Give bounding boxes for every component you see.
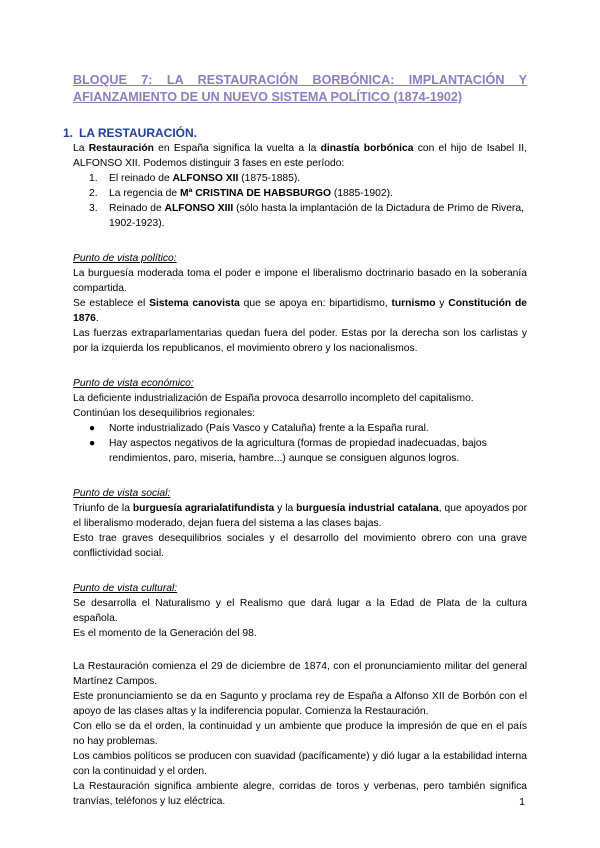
subheading-economico: Punto de vista económico: [73,378,194,389]
paragraph: Continúan los desequilibrios regionales: [73,408,256,419]
list-item: ● Hay aspectos negativos de la agricultura (formas de propiedad inadecuadas, bajos rendimientos, paro, miseria, hambre...) aunque se consiguen algunos logros. [89,438,487,464]
bullet-icon: ● [89,423,96,434]
paragraph: Esto trae graves desequilibrios sociales y el desarrollo del movimiento obrero con una grave conflictividad social. [73,533,527,559]
paragraph: Los cambios políticos se producen con suavidad (pacíficamente) y dió lugar a la estabilidad interna con la continuidad y el orden. [73,751,527,777]
list-item: 1. El reinado de ALFONSO XII (1875-1885). [89,173,301,184]
phases-list [73,171,527,231]
document-title: BLOQUE 7: LA RESTAURACIÓN BORBÓNICA: IMPLANTACIÓN Y AFIANZAMIENTO DE UN NUEVO SISTEMA POLÍTICO (1874-1902) [73,73,527,104]
paragraph: Se establece el Sistema canovista que se apoya en: bipartidismo, turnismo y Constitución de 1876. [73,298,527,324]
document-page [63,72,528,809]
paragraph: La burguesía moderada toma el poder e impone el liberalismo doctrinario basado en la soberanía compartida. [73,268,527,294]
paragraph: Se desarrolla el Naturalismo y el Realismo que dará lugar a la Edad de Plata de la cultura española. [73,598,527,624]
paragraph: La Restauración comienza el 29 de diciembre de 1874, con el pronunciamiento militar del general Martínez Campos. [73,661,527,687]
paragraph: La Restauración significa ambiente alegre, corridas de toros y verbenas, pero también significa tranvías, teléfonos y luz eléctrica. [73,781,527,807]
paragraph: La deficiente industrialización de España provoca desarrollo incompleto del capitalismo. [73,393,474,404]
list-item: 2. La regencia de Mª CRISTINA DE HABSBURGO (1885-1902). [89,188,393,199]
bullet-icon: ● [89,438,96,449]
intro-paragraph: La Restauración en España significa la vuelta a la dinastía borbónica con el hijo de Isabel II, ALFONSO XII. Podemos distinguir 3 fases en este período: [73,143,527,169]
paragraph: Es el momento de la Generación del 98. [73,628,257,639]
section-number: 1. [63,126,74,140]
list-item: ● Norte industrializado (País Vasco y Cataluña) frente a la España rural. [89,423,429,434]
subheading-cultural: Punto de vista cultural: [73,583,178,594]
section-label: LA RESTAURACIÓN. [79,126,197,140]
subheading-social: Punto de vista social: [73,488,171,499]
paragraph: Las fuerzas extraparlamentarias quedan fuera del poder. Estas por la derecha son los carlistas y por la izquierda los republicanos, el movimiento obrero y los nacionalismos. [73,328,527,354]
subheading-politico: Punto de vista político: [73,253,177,264]
paragraph: Este pronunciamiento se da en Sagunto y proclama rey de España a Alfonso XII de Borbón con el apoyo de las clases altas y la indiferencia popular. Comienza la Restauración. [73,691,527,717]
paragraph: Con ello se da el orden, la continuidad y un ambiente que produce la impresión de que en el país no hay problemas. [73,721,527,747]
list-item: 3. Reinado de ALFONSO XIII (sólo hasta la implantación de la Dictadura de Primo de Rivera, 1902-1923). [89,203,524,229]
paragraph: Triunfo de la burguesía agrarialatifundista y la burguesía industrial catalana, que apoyados por el liberalismo moderado, dejan fuera del sistema a las clases bajas. [73,503,528,529]
bullet-list [73,421,527,466]
page-number: 1 [519,796,525,808]
section-heading [63,126,527,141]
